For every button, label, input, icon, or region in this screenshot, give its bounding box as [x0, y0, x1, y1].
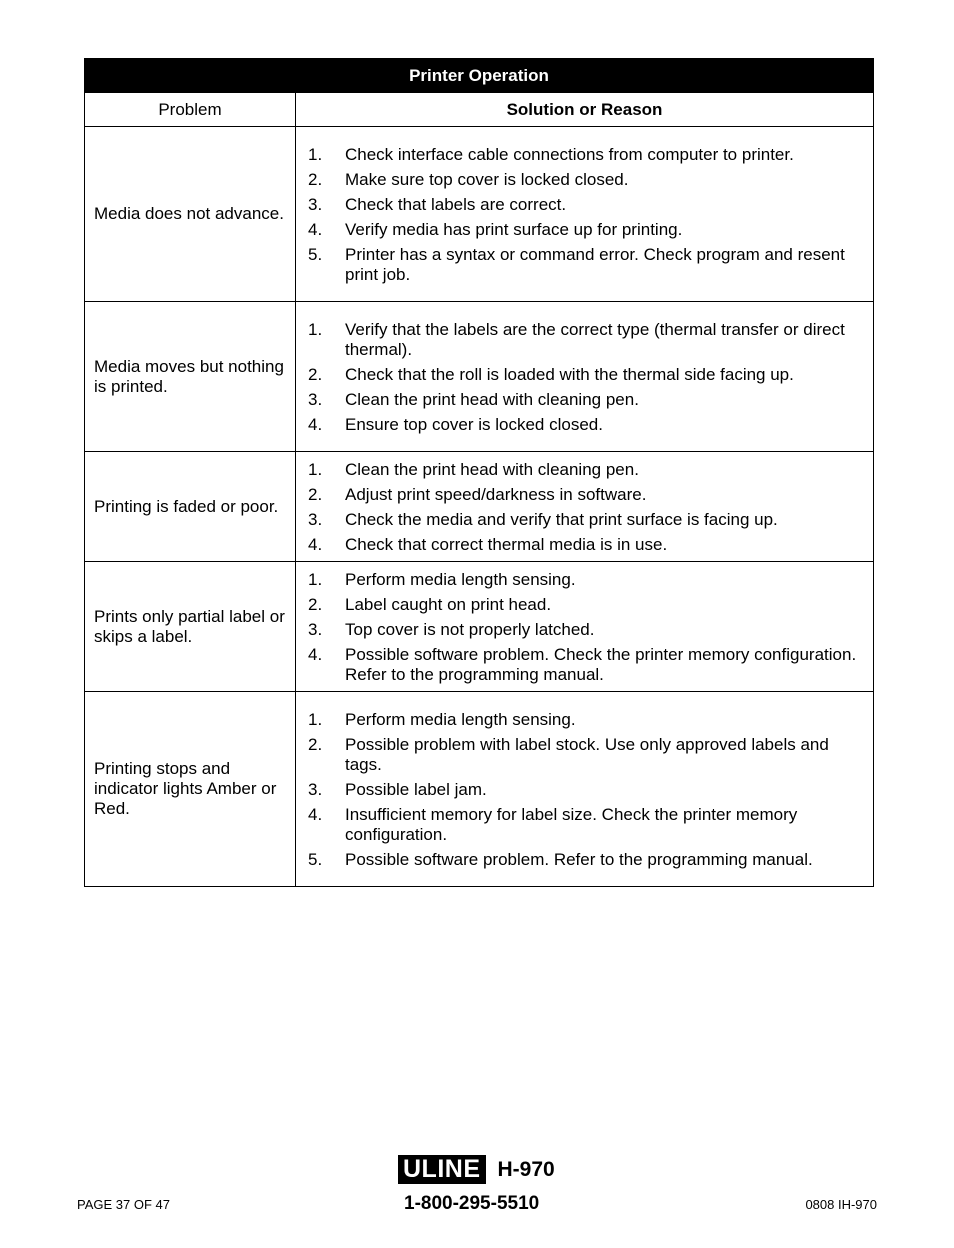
table-title: Printer Operation — [85, 59, 874, 93]
footer-brand — [398, 1154, 555, 1185]
step-number: 4. — [308, 220, 323, 239]
troubleshooting-table — [84, 58, 874, 887]
step-number: 4. — [308, 645, 323, 664]
solution-steps — [308, 460, 863, 555]
step-number: 1. — [308, 570, 323, 589]
step-text: Clean the print head with cleaning pen. — [345, 460, 639, 479]
model-number: H-970 — [497, 1157, 555, 1181]
step-number: 3. — [308, 390, 323, 409]
solution-step — [308, 460, 863, 480]
solution-step — [308, 735, 863, 775]
table-row — [85, 452, 874, 562]
step-number: 1. — [308, 320, 323, 339]
solution-cell — [296, 127, 874, 302]
table-row — [85, 127, 874, 302]
step-text: Check that the roll is loaded with the thermal side facing up. — [345, 365, 794, 384]
solution-step — [308, 195, 863, 215]
page-number: PAGE 37 OF 47 — [77, 1197, 170, 1212]
solution-steps — [308, 320, 863, 435]
solution-steps — [308, 710, 863, 870]
step-number: 3. — [308, 195, 323, 214]
phone-number: 1-800-295-5510 — [404, 1193, 540, 1214]
problem-cell: Media does not advance. — [85, 127, 296, 302]
solution-step — [308, 415, 863, 435]
solution-step — [308, 595, 863, 615]
solution-cell — [296, 452, 874, 562]
solution-step — [308, 620, 863, 640]
solution-step — [308, 485, 863, 505]
step-text: Label caught on print head. — [345, 595, 552, 614]
problem-cell: Printing is faded or poor. — [85, 452, 296, 562]
solution-step — [308, 535, 863, 555]
step-number: 1. — [308, 460, 323, 479]
solution-step — [308, 805, 863, 845]
solution-step — [308, 510, 863, 530]
solution-cell — [296, 692, 874, 887]
step-number: 3. — [308, 620, 323, 639]
step-text: Adjust print speed/darkness in software. — [345, 485, 647, 504]
step-number: 2. — [308, 170, 323, 189]
step-text: Perform media length sensing. — [345, 710, 576, 729]
step-text: Possible label jam. — [345, 780, 487, 799]
step-text: Check interface cable connections from computer to printer. — [345, 145, 794, 164]
solution-steps — [308, 145, 863, 285]
problem-cell: Prints only partial label or skips a label. — [85, 562, 296, 692]
document-number: 0808 IH-970 — [805, 1197, 877, 1212]
step-number: 3. — [308, 780, 323, 799]
step-text: Possible software problem. Refer to the programming manual. — [345, 850, 813, 869]
solution-cell — [296, 562, 874, 692]
step-text: Perform media length sensing. — [345, 570, 576, 589]
step-number: 4. — [308, 535, 323, 554]
step-number: 3. — [308, 510, 323, 529]
solution-cell — [296, 302, 874, 452]
step-text: Printer has a syntax or command error. Check program and resent print job. — [345, 245, 845, 284]
step-number: 1. — [308, 145, 323, 164]
step-text: Possible software problem. Check the printer memory configuration. Refer to the programming manual. — [345, 645, 857, 684]
step-text: Check the media and verify that print surface is facing up. — [345, 510, 778, 529]
step-text: Verify that the labels are the correct type (thermal transfer or direct thermal). — [345, 320, 845, 359]
solution-step — [308, 320, 863, 360]
step-text: Check that correct thermal media is in use. — [345, 535, 668, 554]
column-header-problem: Problem — [85, 93, 296, 127]
step-text: Check that labels are correct. — [345, 195, 567, 214]
solution-step — [308, 365, 863, 385]
solution-step — [308, 850, 863, 870]
step-number: 5. — [308, 850, 323, 869]
step-text: Make sure top cover is locked closed. — [345, 170, 629, 189]
step-number: 2. — [308, 595, 323, 614]
solution-step — [308, 710, 863, 730]
solution-step — [308, 245, 863, 285]
table-row — [85, 302, 874, 452]
table-row — [85, 562, 874, 692]
column-header-solution: Solution or Reason — [296, 93, 874, 127]
solution-step — [308, 570, 863, 590]
table-row — [85, 692, 874, 887]
step-text: Verify media has print surface up for printing. — [345, 220, 683, 239]
solution-step — [308, 645, 863, 685]
solution-steps — [308, 570, 863, 685]
solution-step — [308, 170, 863, 190]
step-number: 1. — [308, 710, 323, 729]
step-text: Top cover is not properly latched. — [345, 620, 595, 639]
problem-cell: Media moves but nothing is printed. — [85, 302, 296, 452]
uline-logo: ULINE — [398, 1155, 486, 1184]
step-text: Clean the print head with cleaning pen. — [345, 390, 639, 409]
solution-step — [308, 390, 863, 410]
step-text: Insufficient memory for label size. Check the printer memory configuration. — [345, 805, 798, 844]
step-number: 4. — [308, 805, 323, 824]
step-number: 4. — [308, 415, 323, 434]
step-number: 2. — [308, 735, 323, 754]
step-text: Ensure top cover is locked closed. — [345, 415, 603, 434]
problem-cell: Printing stops and indicator lights Amber or Red. — [85, 692, 296, 887]
solution-step — [308, 780, 863, 800]
step-text: Possible problem with label stock. Use only approved labels and tags. — [345, 735, 829, 774]
solution-step — [308, 220, 863, 240]
step-number: 2. — [308, 365, 323, 384]
step-number: 5. — [308, 245, 323, 264]
step-number: 2. — [308, 485, 323, 504]
solution-step — [308, 145, 863, 165]
